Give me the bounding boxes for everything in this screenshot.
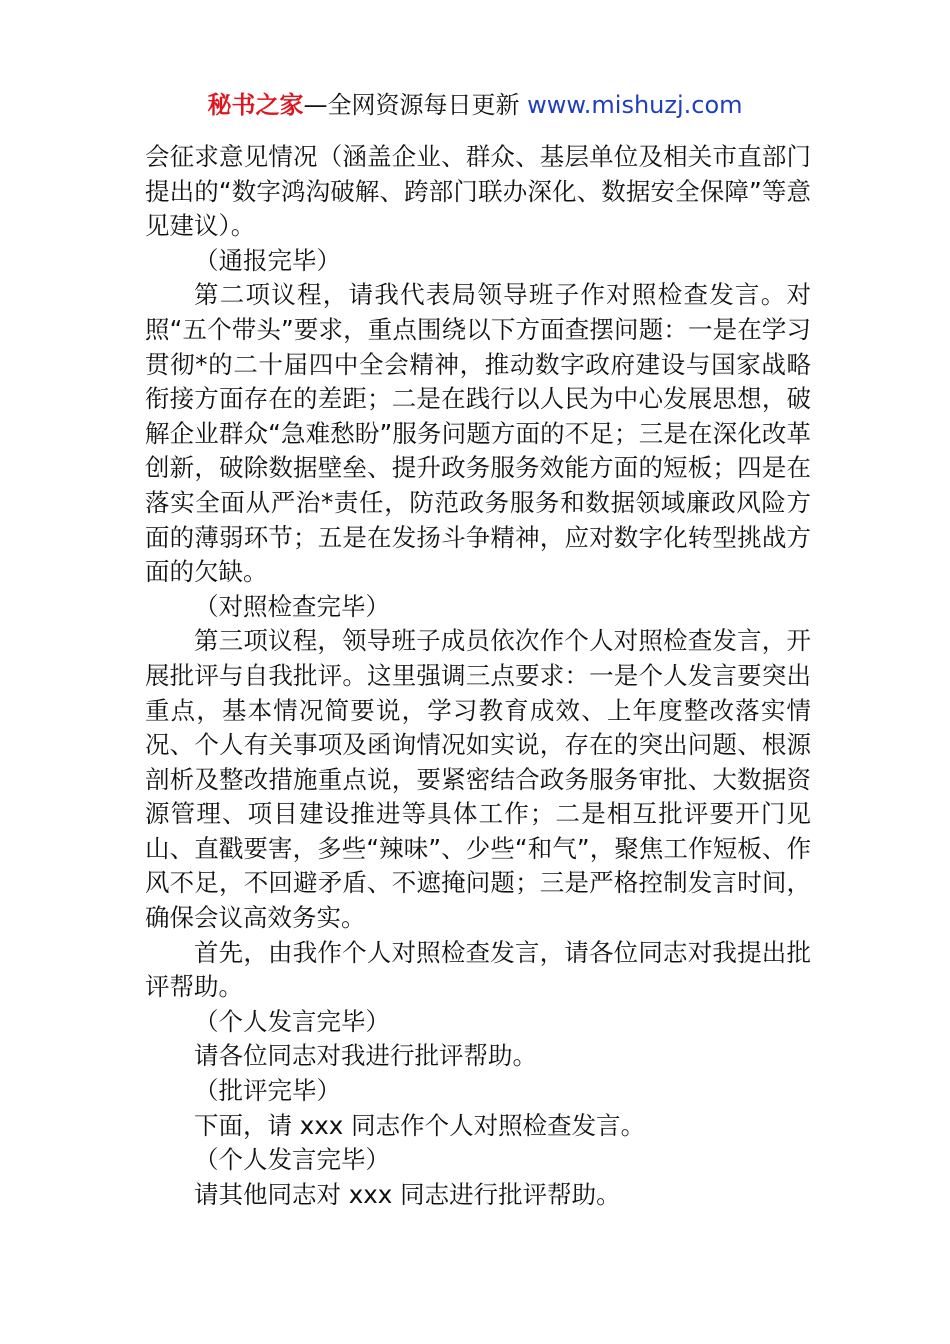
brand-name: 秘书之家 <box>207 91 304 119</box>
paragraph-request-criticism: 请各位同志对我进行批评帮助。 <box>194 1041 537 1071</box>
header-tagline: —全网资源每日更新 <box>303 91 528 119</box>
paragraph-criticism-done: （批评完毕） <box>194 1076 341 1106</box>
paragraph-check-done: （对照检查完毕） <box>194 591 390 621</box>
document-body <box>145 140 811 1212</box>
paragraph-agenda-three: 第三项议程，领导班子成员依次作个人对照检查发言，开展批评与自我批评。这里强调三点要求：一是个人发言要突出重点，基本情况简要说，学习教育成效、上年度整改落实情况、个人有关事项及函询情况如实说，存在的突出问题、根源剖析及整改措施重点说，要紧密结合政务服务审批、大数据资源管理、项目建设推进等具体工作；二是相互批评要开门见山、直戳要害，多些“辣味”、少些“和气”，聚焦工作短板、作风不足，不回避矛盾、不遮掩问题；三是严格控制发言时间，确保会议高效务实。 <box>145 626 811 933</box>
paragraph-notification-done: （通报完毕） <box>194 245 341 275</box>
paragraph-speech-done-2: （个人发言完毕） <box>194 1145 390 1175</box>
page-header <box>0 88 950 122</box>
paragraph-others-criticize: 请其他同志对 xxx 同志进行批评帮助。 <box>194 1179 621 1209</box>
paragraph-continued: 会征求意见情况（涵盖企业、群众、基层单位及相关市直部门提出的“数字鸿沟破解、跨部门联办深化、数据安全保障”等意见建议）。 <box>145 142 811 241</box>
paragraph-speech-done-1: （个人发言完毕） <box>194 1006 390 1036</box>
paragraph-first-speech: 首先，由我作个人对照检查发言，请各位同志对我提出批评帮助。 <box>145 937 811 1002</box>
header-url[interactable]: www.mishuzj.com <box>527 91 743 119</box>
paragraph-next-speaker: 下面，请 xxx 同志作个人对照检查发言。 <box>194 1110 646 1140</box>
paragraph-agenda-two: 第二项议程，请我代表局领导班子作对照检查发言。对照“五个带头”要求，重点围绕以下方面查摆问题：一是在学习贯彻*的二十届四中全会精神，推动数字政府建设与国家战略衔接方面存在的差距；二是在践行以人民为中心发展思想，破解企业群众“急难愁盼”服务问题方面的不足；三是在深化改革创新，破除数据壁垒、提升政务服务效能方面的短板；四是在落实全面从严治*责任，防范政务服务和数据领域廉政风险方面的薄弱环节；五是在发扬斗争精神，应对数字化转型挑战方面的欠缺。 <box>145 280 811 587</box>
